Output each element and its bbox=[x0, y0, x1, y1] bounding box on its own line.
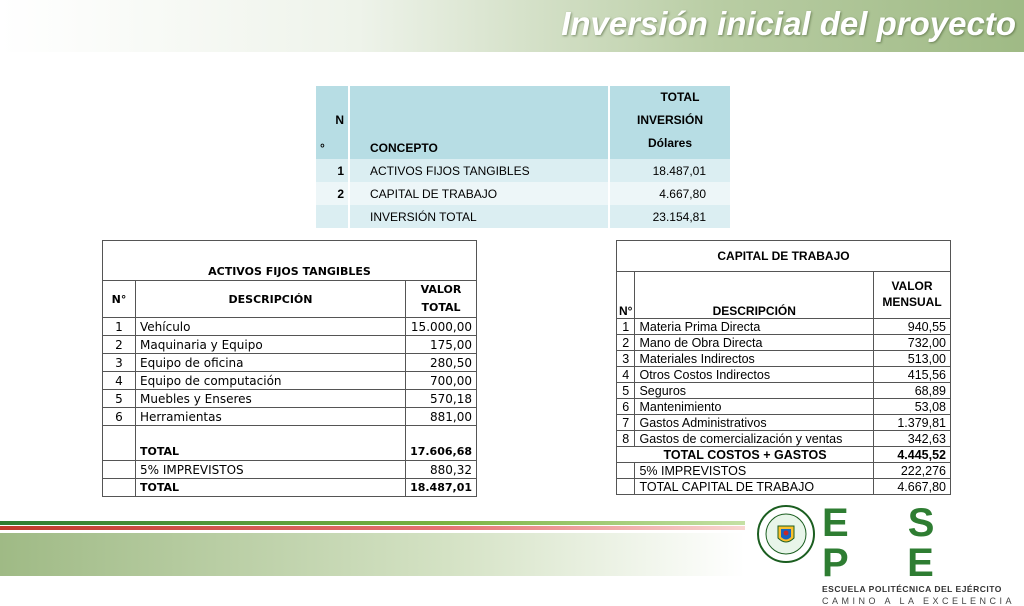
activos-header-descripcion: DESCRIPCIÓN bbox=[136, 281, 406, 318]
activos-row bbox=[103, 318, 477, 336]
capital-total-value: 4.445,52 bbox=[874, 447, 951, 463]
capital-header-row bbox=[617, 272, 951, 319]
capital-cell-descripcion: Seguros bbox=[635, 383, 874, 399]
activos-title-row bbox=[103, 241, 477, 281]
activos-cell-valor: 570,18 bbox=[406, 390, 477, 408]
summary-row bbox=[316, 205, 730, 228]
activos-table bbox=[102, 240, 477, 497]
activos-header-valor-2: TOTAL bbox=[421, 301, 461, 314]
summary-cell-n bbox=[316, 205, 349, 228]
summary-row bbox=[316, 182, 730, 205]
capital-cell-valor: 513,00 bbox=[874, 351, 951, 367]
summary-header-total-3: Dólares bbox=[647, 136, 693, 150]
capital-cell-descripcion: Mano de Obra Directa bbox=[635, 335, 874, 351]
capital-imprevistos-label: 5% IMPREVISTOS bbox=[635, 463, 874, 479]
capital-cell-descripcion: Gastos Administrativos bbox=[635, 415, 874, 431]
activos-total-value: 17.606,68 bbox=[406, 426, 477, 461]
activos-cell-valor: 15.000,00 bbox=[406, 318, 477, 336]
activos-total-label: TOTAL bbox=[136, 426, 406, 461]
activos-header-n: N° bbox=[103, 281, 136, 318]
activos-cell-descripcion: Equipo de oficina bbox=[136, 354, 406, 372]
capital-cell-valor: 53,08 bbox=[874, 399, 951, 415]
activos-grand-empty bbox=[103, 479, 136, 497]
summary-cell-total: 23.154,81 bbox=[609, 205, 730, 228]
summary-cell-concepto: ACTIVOS FIJOS TANGIBLES bbox=[349, 159, 609, 182]
capital-cell-n: 4 bbox=[617, 367, 635, 383]
activos-header-valor bbox=[406, 281, 477, 318]
capital-grand-row bbox=[617, 479, 951, 495]
capital-imprevistos-value: 222,276 bbox=[874, 463, 951, 479]
capital-row bbox=[617, 383, 951, 399]
activos-total-empty bbox=[103, 426, 136, 461]
capital-row bbox=[617, 335, 951, 351]
activos-cell-n: 5 bbox=[103, 390, 136, 408]
activos-cell-descripcion: Vehículo bbox=[136, 318, 406, 336]
summary-cell-n: 1 bbox=[316, 159, 349, 182]
activos-cell-descripcion: Maquinaria y Equipo bbox=[136, 336, 406, 354]
capital-row bbox=[617, 367, 951, 383]
activos-imprevistos-empty bbox=[103, 461, 136, 479]
activos-cell-n: 1 bbox=[103, 318, 136, 336]
activos-header-valor-1: VALOR bbox=[420, 283, 462, 296]
footer-line-green bbox=[0, 521, 745, 525]
activos-row bbox=[103, 390, 477, 408]
summary-header-total-1: TOTAL bbox=[660, 90, 700, 104]
espe-wordmark: E S P E bbox=[822, 501, 959, 585]
activos-title: ACTIVOS FIJOS TANGIBLES bbox=[103, 241, 477, 281]
activos-grand-label: TOTAL bbox=[136, 479, 406, 497]
summary-cell-n: 2 bbox=[316, 182, 349, 205]
capital-table bbox=[616, 240, 951, 495]
activos-cell-valor: 700,00 bbox=[406, 372, 477, 390]
capital-grand-value: 4.667,80 bbox=[874, 479, 951, 495]
capital-cell-n: 3 bbox=[617, 351, 635, 367]
summary-header-total-2: INVERSIÓN bbox=[636, 113, 703, 127]
summary-cell-concepto: CAPITAL DE TRABAJO bbox=[349, 182, 609, 205]
activos-cell-descripcion: Muebles y Enseres bbox=[136, 390, 406, 408]
capital-total-row bbox=[617, 447, 951, 463]
capital-row bbox=[617, 351, 951, 367]
summary-header-row bbox=[316, 86, 730, 159]
activos-cell-descripcion: Herramientas bbox=[136, 408, 406, 426]
activos-row bbox=[103, 372, 477, 390]
capital-row bbox=[617, 399, 951, 415]
capital-imprevistos-empty bbox=[617, 463, 635, 479]
summary-header-n bbox=[316, 86, 349, 159]
summary-cell-total: 18.487,01 bbox=[609, 159, 730, 182]
capital-cell-descripcion: Mantenimiento bbox=[635, 399, 874, 415]
summary-header-n-top: N bbox=[335, 113, 344, 127]
activos-total-row bbox=[103, 426, 477, 461]
espe-logo bbox=[822, 503, 1024, 606]
capital-header-valor-1: VALOR bbox=[891, 279, 933, 293]
espe-line2: CAMINO A LA EXCELENCIA bbox=[822, 596, 1016, 606]
footer-band bbox=[0, 533, 745, 576]
activos-cell-valor: 175,00 bbox=[406, 336, 477, 354]
capital-cell-n: 2 bbox=[617, 335, 635, 351]
activos-imprevistos-label: 5% IMPREVISTOS bbox=[136, 461, 406, 479]
capital-cell-n: 1 bbox=[617, 319, 635, 335]
summary-table bbox=[316, 86, 730, 228]
capital-cell-n: 8 bbox=[617, 431, 635, 447]
capital-header-descripcion: DESCRIPCIÓN bbox=[635, 272, 874, 319]
footer-line-red bbox=[0, 526, 745, 530]
capital-row bbox=[617, 431, 951, 447]
activos-row bbox=[103, 354, 477, 372]
capital-row bbox=[617, 319, 951, 335]
capital-row bbox=[617, 415, 951, 431]
capital-cell-valor: 415,56 bbox=[874, 367, 951, 383]
capital-header-valor bbox=[874, 272, 951, 319]
activos-cell-n: 3 bbox=[103, 354, 136, 372]
activos-cell-valor: 881,00 bbox=[406, 408, 477, 426]
espe-line1: ESCUELA POLITÉCNICA DEL EJÉRCITO bbox=[822, 584, 1002, 594]
summary-cell-concepto: INVERSIÓN TOTAL bbox=[349, 205, 609, 228]
capital-imprevistos-row bbox=[617, 463, 951, 479]
activos-grand-row bbox=[103, 479, 477, 497]
capital-cell-valor: 732,00 bbox=[874, 335, 951, 351]
capital-cell-n: 5 bbox=[617, 383, 635, 399]
capital-total-label: TOTAL COSTOS + GASTOS bbox=[617, 447, 874, 463]
page-title: Inversión inicial del proyecto bbox=[561, 5, 1016, 42]
capital-title-row bbox=[617, 241, 951, 272]
capital-grand-empty bbox=[617, 479, 635, 495]
activos-cell-n: 4 bbox=[103, 372, 136, 390]
espe-seal-icon bbox=[756, 504, 816, 564]
activos-row bbox=[103, 408, 477, 426]
summary-header-concepto: CONCEPTO bbox=[349, 86, 609, 159]
activos-cell-descripcion: Equipo de computación bbox=[136, 372, 406, 390]
summary-cell-total: 4.667,80 bbox=[609, 182, 730, 205]
capital-cell-descripcion: Materiales Indirectos bbox=[635, 351, 874, 367]
activos-imprevistos-value: 880,32 bbox=[406, 461, 477, 479]
activos-row bbox=[103, 336, 477, 354]
summary-header-total bbox=[609, 86, 730, 159]
activos-cell-n: 2 bbox=[103, 336, 136, 354]
activos-cell-valor: 280,50 bbox=[406, 354, 477, 372]
activos-imprevistos-row bbox=[103, 461, 477, 479]
capital-cell-n: 6 bbox=[617, 399, 635, 415]
capital-header-valor-2: MENSUAL bbox=[882, 295, 942, 309]
capital-cell-n: 7 bbox=[617, 415, 635, 431]
capital-title: CAPITAL DE TRABAJO bbox=[617, 241, 951, 272]
summary-header-n-bottom: ° bbox=[320, 141, 325, 155]
capital-header-n: N° bbox=[617, 272, 635, 319]
summary-row bbox=[316, 159, 730, 182]
activos-header-row bbox=[103, 281, 477, 318]
capital-cell-valor: 940,55 bbox=[874, 319, 951, 335]
capital-cell-descripcion: Gastos de comercialización y ventas bbox=[635, 431, 874, 447]
capital-cell-valor: 1.379,81 bbox=[874, 415, 951, 431]
capital-grand-label: TOTAL CAPITAL DE TRABAJO bbox=[635, 479, 874, 495]
capital-cell-valor: 342,63 bbox=[874, 431, 951, 447]
activos-grand-value: 18.487,01 bbox=[406, 479, 477, 497]
capital-cell-valor: 68,89 bbox=[874, 383, 951, 399]
capital-cell-descripcion: Materia Prima Directa bbox=[635, 319, 874, 335]
capital-cell-descripcion: Otros Costos Indirectos bbox=[635, 367, 874, 383]
activos-cell-n: 6 bbox=[103, 408, 136, 426]
